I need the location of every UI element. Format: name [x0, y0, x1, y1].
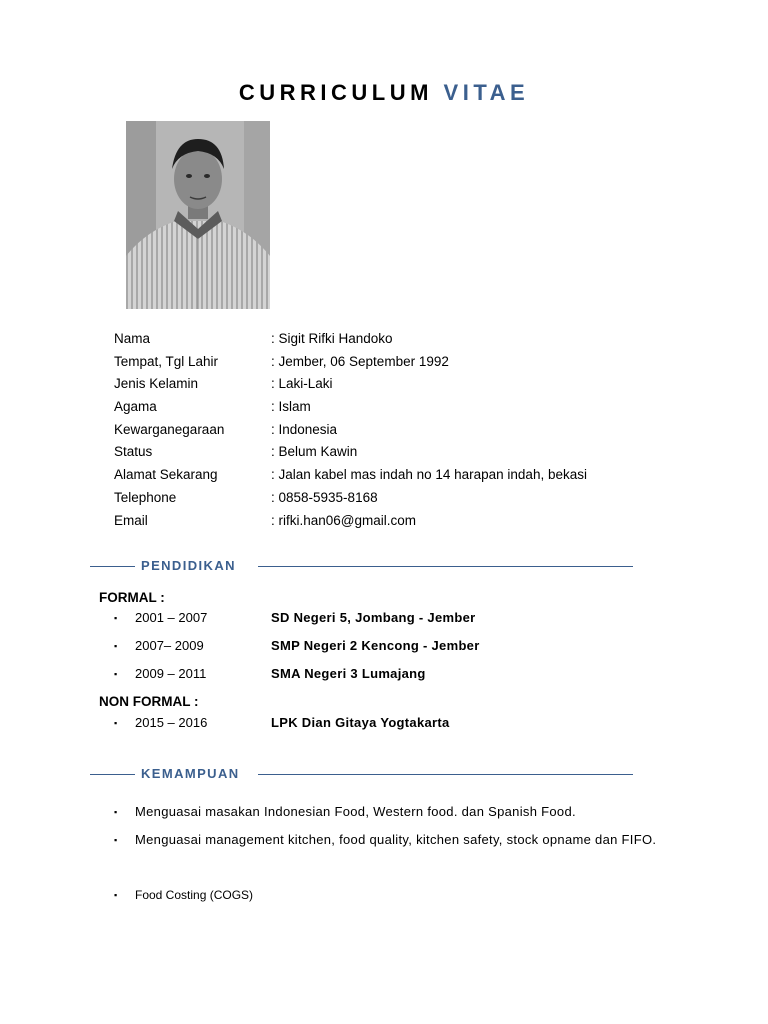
- person-portrait-icon: [126, 121, 270, 309]
- bullet-icon: ▪: [114, 613, 118, 623]
- info-label: Tempat, Tgl Lahir: [114, 353, 219, 369]
- document-title: [0, 80, 768, 106]
- info-value: : rifki.han06@gmail.com: [271, 512, 417, 528]
- info-value: : Indonesia: [271, 421, 338, 437]
- education-school: SD Negeri 5, Jombang - Jember: [271, 610, 476, 625]
- divider: [90, 774, 135, 775]
- info-label: Telephone: [114, 489, 177, 505]
- education-years: 2001 – 2007: [135, 610, 208, 625]
- info-value: : Laki-Laki: [271, 376, 333, 392]
- info-value: : Sigit Rifki Handoko: [271, 331, 393, 346]
- info-label: Agama: [114, 399, 157, 415]
- skill-text: Menguasai management kitchen, food quality, kitchen safety, stock opname dan FIFO.: [135, 832, 657, 847]
- education-years: 2007– 2009: [135, 638, 204, 653]
- title-accent: VITAE: [443, 80, 530, 105]
- divider: [258, 774, 633, 775]
- skills-section-header: [90, 766, 633, 782]
- info-label: Alamat Sekarang: [114, 467, 218, 483]
- bullet-icon: ▪: [114, 718, 118, 728]
- bullet-icon: ▪: [114, 890, 118, 900]
- divider: [90, 566, 135, 567]
- bullet-icon: ▪: [114, 835, 118, 845]
- education-years: 2015 – 2016: [135, 715, 208, 730]
- bullet-icon: ▪: [114, 641, 118, 651]
- skill-text: Menguasai masakan Indonesian Food, Western food. dan Spanish Food.: [135, 804, 576, 819]
- education-years: 2009 – 2011: [135, 666, 207, 681]
- info-value: : Jalan kabel mas indah no 14 harapan indah, bekasi: [271, 467, 587, 483]
- education-school: SMP Negeri 2 Kencong - Jember: [271, 638, 480, 653]
- info-value: : Jember, 06 September 1992: [271, 353, 449, 369]
- bullet-icon: ▪: [114, 669, 118, 679]
- title-main: CURRICULUM: [238, 80, 433, 105]
- info-label: Nama: [114, 331, 151, 346]
- info-value: : Islam: [271, 399, 311, 415]
- bullet-icon: ▪: [114, 807, 118, 817]
- info-value: : 0858-5935-8168: [271, 489, 378, 505]
- info-value: : Belum Kawin: [271, 444, 358, 460]
- education-school: LPK Dian Gitaya Yogtakarta: [271, 715, 450, 730]
- profile-photo: [126, 121, 270, 309]
- info-label: Jenis Kelamin: [114, 376, 199, 392]
- info-label: Email: [114, 512, 148, 528]
- section-title-education: PENDIDIKAN: [141, 558, 236, 573]
- education-section-header: [90, 558, 633, 574]
- info-label: Status: [114, 444, 153, 460]
- skill-text: Food Costing (COGS): [135, 888, 254, 902]
- nonformal-label: NON FORMAL :: [99, 694, 199, 709]
- formal-label: FORMAL :: [99, 590, 165, 605]
- divider: [258, 566, 633, 567]
- info-label: Kewarganegaraan: [114, 421, 225, 437]
- section-title-skills: KEMAMPUAN: [141, 766, 240, 781]
- education-school: SMA Negeri 3 Lumajang: [271, 666, 426, 681]
